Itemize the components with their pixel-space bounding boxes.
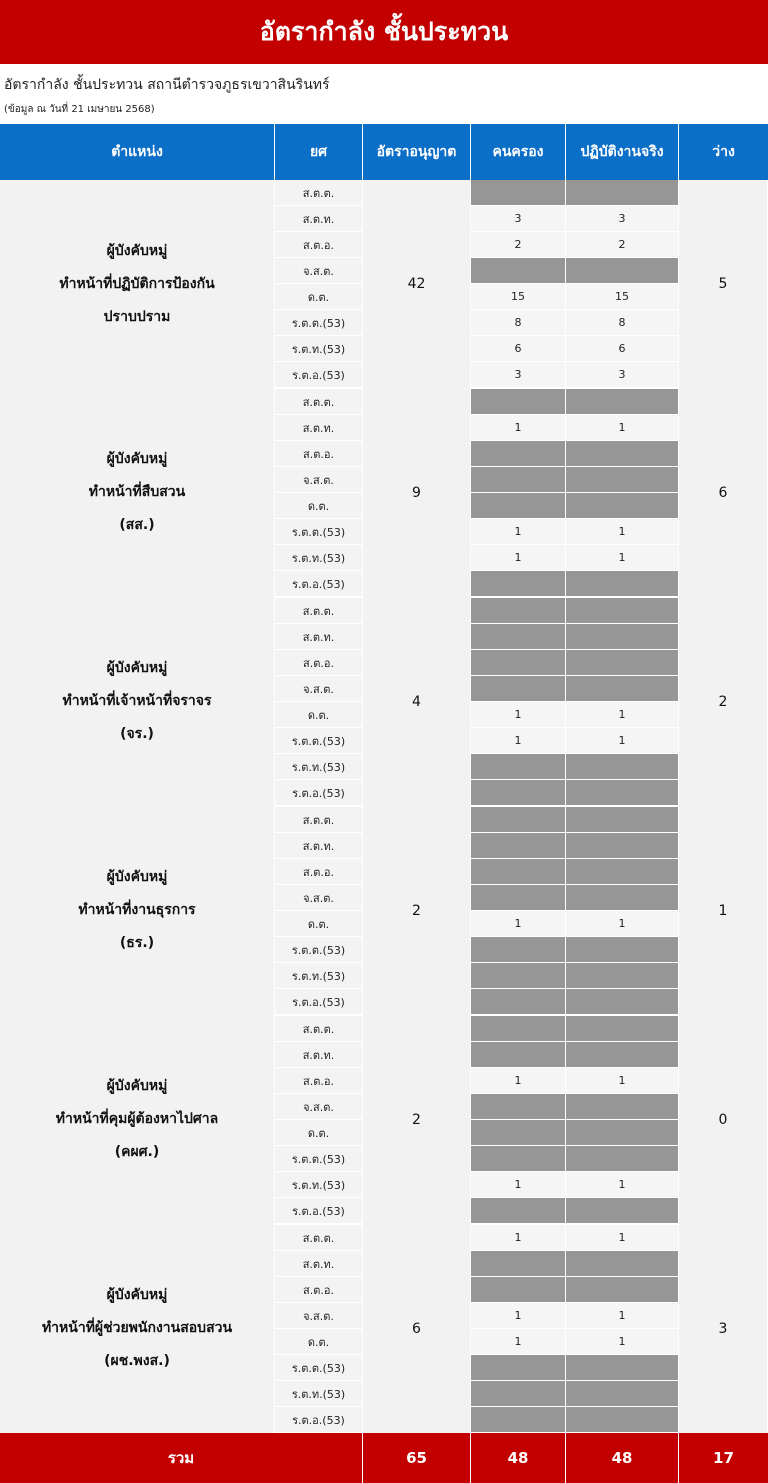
position-cell (0, 388, 275, 597)
position-line: ผู้บังคับหมู่ (106, 660, 168, 676)
rank-cell: ส.ต.อ. (275, 859, 363, 885)
rank-cell: ส.ต.ท. (275, 1042, 363, 1068)
position-line: ผู้บังคับหมู่ (106, 1078, 168, 1094)
rank-cell: ส.ต.ท. (275, 206, 363, 232)
active-cell (566, 388, 679, 415)
rank-cell: ส.ต.ต. (275, 388, 363, 415)
rank-cell: ส.ต.อ. (275, 441, 363, 467)
holders-cell: 1 (471, 1329, 566, 1355)
active-cell: 3 (566, 362, 679, 388)
position-line: (คผศ.) (114, 1144, 160, 1160)
rank-cell: ส.ต.อ. (275, 1068, 363, 1094)
active-cell: 1 (566, 728, 679, 754)
active-cell (566, 597, 679, 624)
active-cell (566, 1381, 679, 1407)
vacant-cell: 2 (679, 597, 768, 806)
holders-cell (471, 1355, 566, 1381)
rank-cell: ส.ต.อ. (275, 1277, 363, 1303)
holders-cell: 1 (471, 911, 566, 937)
table-body (0, 180, 768, 1433)
totals-holders: 48 (471, 1433, 566, 1483)
holders-cell: 1 (471, 702, 566, 728)
position-cell (0, 597, 275, 806)
holders-cell (471, 989, 566, 1015)
rank-cell: ส.ต.ท. (275, 1251, 363, 1277)
rank-cell: ด.ต. (275, 1120, 363, 1146)
rank-cell: ด.ต. (275, 702, 363, 728)
position-cell (0, 1015, 275, 1224)
staffing-table (0, 124, 768, 1483)
holders-cell (471, 624, 566, 650)
rank-cell: จ.ส.ต. (275, 1094, 363, 1120)
active-cell (566, 859, 679, 885)
rank-cell: ร.ต.ท.(53) (275, 1381, 363, 1407)
position-cell (0, 180, 275, 388)
active-cell (566, 833, 679, 859)
header-vacant: ว่าง (679, 124, 768, 180)
table-row (0, 180, 768, 206)
rank-cell: ด.ต. (275, 284, 363, 310)
holders-cell (471, 885, 566, 911)
position-line: ทำหน้าที่ปฏิบัติการป้องกัน (59, 275, 215, 292)
active-cell: 1 (566, 702, 679, 728)
active-cell (566, 441, 679, 467)
holders-cell (471, 1198, 566, 1224)
quota-cell: 6 (363, 1224, 471, 1433)
holders-cell (471, 180, 566, 206)
active-cell (566, 963, 679, 989)
holders-cell (471, 676, 566, 702)
rank-cell: ร.ต.ท.(53) (275, 545, 363, 571)
rank-cell: จ.ส.ต. (275, 258, 363, 284)
holders-cell (471, 467, 566, 493)
holders-cell: 1 (471, 519, 566, 545)
totals-label: รวม (0, 1433, 363, 1483)
quota-cell: 9 (363, 388, 471, 597)
holders-cell (471, 493, 566, 519)
active-cell (566, 624, 679, 650)
rank-cell: ส.ต.ต. (275, 1015, 363, 1042)
holders-cell: 1 (471, 728, 566, 754)
rank-cell: ส.ต.ต. (275, 597, 363, 624)
holders-cell (471, 1407, 566, 1433)
position-line: (จร.) (120, 726, 154, 742)
active-cell (566, 1094, 679, 1120)
position-line: ทำหน้าที่สืบสวน (88, 484, 186, 500)
holders-cell (471, 1251, 566, 1277)
holders-cell: 1 (471, 545, 566, 571)
position-line: ทำหน้าที่เจ้าหน้าที่จราจร (62, 693, 212, 709)
vacant-cell: 3 (679, 1224, 768, 1433)
rank-cell: ส.ต.ต. (275, 180, 363, 206)
page-title: อัตรากำลัง ชั้นประทวน (259, 17, 509, 46)
rank-cell: ด.ต. (275, 1329, 363, 1355)
holders-cell (471, 1042, 566, 1068)
active-cell (566, 780, 679, 806)
rank-cell: ส.ต.ท. (275, 415, 363, 441)
active-cell: 6 (566, 336, 679, 362)
active-cell (566, 650, 679, 676)
rank-cell: ด.ต. (275, 493, 363, 519)
totals-vacant: 17 (679, 1433, 768, 1483)
holders-cell: 3 (471, 362, 566, 388)
position-line: ปราบปราม (103, 308, 171, 325)
holders-cell (471, 1094, 566, 1120)
table-header-row (0, 124, 768, 180)
active-cell (566, 1407, 679, 1433)
active-cell (566, 571, 679, 597)
header-position: ตำแหน่ง (0, 124, 275, 180)
rank-cell: จ.ส.ต. (275, 1303, 363, 1329)
active-cell (566, 676, 679, 702)
rank-cell: ร.ต.อ.(53) (275, 1407, 363, 1433)
holders-cell (471, 1120, 566, 1146)
holders-cell: 8 (471, 310, 566, 336)
position-line: ทำหน้าที่งานธุรการ (78, 902, 196, 918)
active-cell (566, 1146, 679, 1172)
holders-cell (471, 597, 566, 624)
active-cell: 1 (566, 545, 679, 571)
rank-cell: จ.ส.ต. (275, 885, 363, 911)
header-quota: อัตราอนุญาต (363, 124, 471, 180)
quota-cell: 42 (363, 180, 471, 388)
active-cell (566, 1277, 679, 1303)
rank-cell: ด.ต. (275, 911, 363, 937)
active-cell (566, 885, 679, 911)
active-cell (566, 467, 679, 493)
vacant-cell: 0 (679, 1015, 768, 1224)
holders-cell: 6 (471, 336, 566, 362)
totals-quota: 65 (363, 1433, 471, 1483)
position-line: (ผช.พงส.) (104, 1353, 170, 1369)
quota-cell: 2 (363, 1015, 471, 1224)
holders-cell: 15 (471, 284, 566, 310)
holders-cell: 1 (471, 1172, 566, 1198)
rank-cell: ส.ต.ท. (275, 624, 363, 650)
holders-cell (471, 1146, 566, 1172)
holders-cell (471, 571, 566, 597)
vacant-cell: 1 (679, 806, 768, 1015)
active-cell (566, 1355, 679, 1381)
holders-cell (471, 859, 566, 885)
position-line: ผู้บังคับหมู่ (106, 869, 168, 885)
holders-cell (471, 937, 566, 963)
active-cell: 3 (566, 206, 679, 232)
rank-cell: ร.ต.ต.(53) (275, 1355, 363, 1381)
rank-cell: ร.ต.ต.(53) (275, 310, 363, 336)
data-date-note: (ข้อมูล ณ วันที่ 21 เมษายน 2568) (4, 104, 155, 115)
rank-cell: ร.ต.อ.(53) (275, 362, 363, 388)
vacant-cell: 6 (679, 388, 768, 597)
rank-cell: ร.ต.อ.(53) (275, 780, 363, 806)
active-cell: 1 (566, 1172, 679, 1198)
quota-cell: 2 (363, 806, 471, 1015)
table-row (0, 1015, 768, 1042)
active-cell: 8 (566, 310, 679, 336)
rank-cell: ส.ต.ต. (275, 806, 363, 833)
holders-cell (471, 650, 566, 676)
position-line: ผู้บังคับหมู่ (106, 1287, 168, 1303)
rank-cell: ส.ต.ต. (275, 1224, 363, 1251)
quota-cell: 4 (363, 597, 471, 806)
position-cell (0, 1224, 275, 1433)
active-cell (566, 1120, 679, 1146)
holders-cell: 1 (471, 1224, 566, 1251)
rank-cell: ร.ต.ท.(53) (275, 963, 363, 989)
rank-cell: ร.ต.ต.(53) (275, 519, 363, 545)
holders-cell (471, 806, 566, 833)
rank-cell: ส.ต.อ. (275, 650, 363, 676)
position-line: ผู้บังคับหมู่ (106, 242, 168, 259)
table-row (0, 1224, 768, 1251)
rank-cell: ร.ต.ต.(53) (275, 1146, 363, 1172)
holders-cell: 1 (471, 1068, 566, 1094)
holders-cell (471, 780, 566, 806)
holders-cell (471, 963, 566, 989)
active-cell: 1 (566, 1068, 679, 1094)
table-row (0, 806, 768, 833)
rank-cell: ร.ต.อ.(53) (275, 571, 363, 597)
rank-cell: ส.ต.อ. (275, 232, 363, 258)
header-holders: คนครอง (471, 124, 566, 180)
page-subtitle: อัตรากำลัง ชั้นประทวน สถานีตำรวจภูธรเขวาสินรินทร์ (4, 77, 330, 93)
active-cell (566, 1042, 679, 1068)
table-row (0, 388, 768, 415)
active-cell: 15 (566, 284, 679, 310)
active-cell: 1 (566, 415, 679, 441)
vacant-cell: 5 (679, 180, 768, 388)
position-line: (ธร.) (119, 935, 155, 951)
active-cell (566, 180, 679, 206)
holders-cell: 1 (471, 1303, 566, 1329)
holders-cell (471, 1381, 566, 1407)
active-cell (566, 806, 679, 833)
position-line: ผู้บังคับหมู่ (106, 451, 168, 467)
active-cell (566, 1198, 679, 1224)
rank-cell: ร.ต.อ.(53) (275, 1198, 363, 1224)
active-cell (566, 493, 679, 519)
rank-cell: ร.ต.ท.(53) (275, 336, 363, 362)
rank-cell: ส.ต.ท. (275, 833, 363, 859)
title-banner (0, 0, 768, 64)
position-line: ทำหน้าที่ผู้ช่วยพนักงานสอบสวน (41, 1320, 233, 1336)
active-cell: 1 (566, 1224, 679, 1251)
holders-cell (471, 388, 566, 415)
active-cell: 1 (566, 519, 679, 545)
active-cell (566, 1015, 679, 1042)
active-cell: 2 (566, 232, 679, 258)
rank-cell: ร.ต.ท.(53) (275, 1172, 363, 1198)
active-cell: 1 (566, 911, 679, 937)
rank-cell: ร.ต.ต.(53) (275, 937, 363, 963)
header-rank: ยศ (275, 124, 363, 180)
rank-cell: ร.ต.ต.(53) (275, 728, 363, 754)
holders-cell (471, 1015, 566, 1042)
holders-cell: 3 (471, 206, 566, 232)
active-cell: 1 (566, 1303, 679, 1329)
position-cell (0, 806, 275, 1015)
holders-cell: 1 (471, 415, 566, 441)
header-active: ปฏิบัติงานจริง (566, 124, 679, 180)
holders-cell (471, 441, 566, 467)
position-line: ทำหน้าที่คุมผู้ต้องหาไปศาล (55, 1111, 219, 1127)
table-row (0, 597, 768, 624)
holders-cell (471, 258, 566, 284)
holders-cell (471, 1277, 566, 1303)
totals-active: 48 (566, 1433, 679, 1483)
position-line: (สส.) (119, 517, 155, 533)
active-cell (566, 754, 679, 780)
active-cell (566, 258, 679, 284)
rank-cell: ร.ต.ท.(53) (275, 754, 363, 780)
rank-cell: ร.ต.อ.(53) (275, 989, 363, 1015)
holders-cell (471, 754, 566, 780)
rank-cell: จ.ส.ต. (275, 467, 363, 493)
holders-cell (471, 833, 566, 859)
rank-cell: จ.ส.ต. (275, 676, 363, 702)
active-cell (566, 937, 679, 963)
active-cell (566, 1251, 679, 1277)
holders-cell: 2 (471, 232, 566, 258)
active-cell (566, 989, 679, 1015)
active-cell: 1 (566, 1329, 679, 1355)
